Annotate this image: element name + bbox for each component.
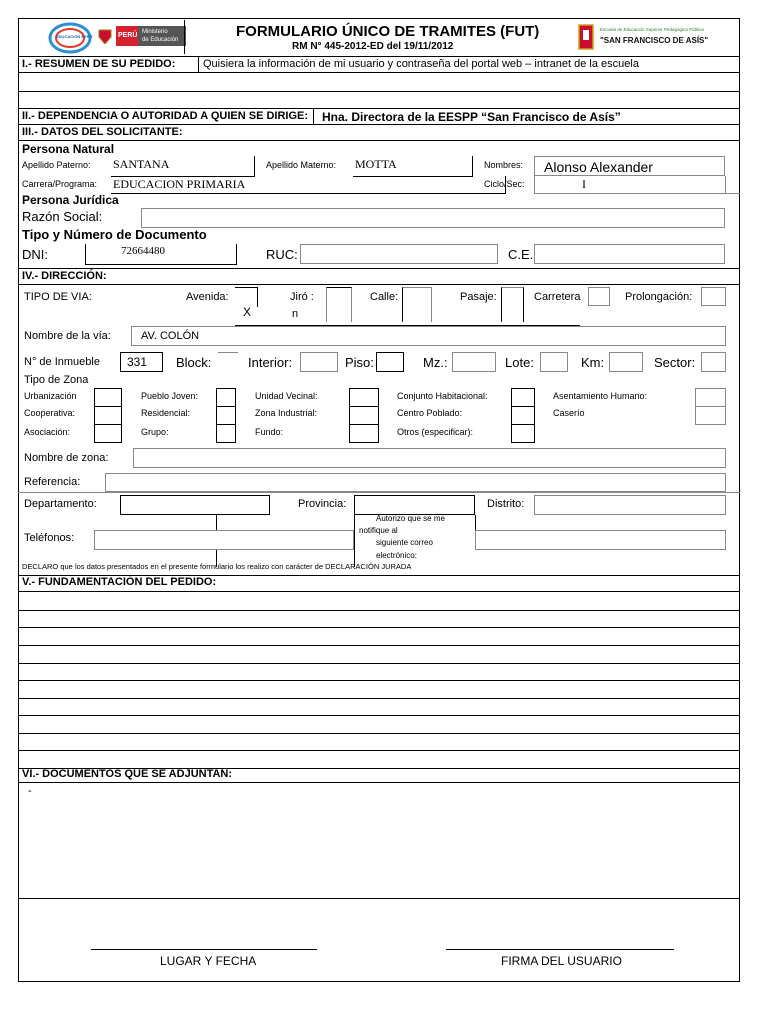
nombre-via-field[interactable]: AV. COLÓN <box>131 326 726 346</box>
piso-label: Piso: <box>345 355 374 370</box>
section-1-summary[interactable]: Quisiera la información de mi usuario y contraseña del portal web – intranet de la escuela <box>203 58 639 70</box>
zona-otros-label: Otros (especificar): <box>397 427 474 437</box>
zona-residencial-label: Residencial: <box>141 408 191 418</box>
ministry-line-1: Ministerio <box>142 29 168 35</box>
zona-unidad-vecinal-label: Unidad Vecinal: <box>255 391 318 401</box>
razon-social-label: Razón Social: <box>22 209 103 224</box>
jiron-checkbox[interactable] <box>326 287 352 322</box>
zona-urbanizacion-label: Urbanización <box>24 391 77 401</box>
piso-field[interactable] <box>376 352 404 372</box>
pasaje-checkbox[interactable] <box>501 287 524 322</box>
zona-asentamiento-humano-label: Asentamiento Humano: <box>553 391 648 401</box>
zona-unidad-vecinal-checkbox[interactable] <box>349 388 379 407</box>
ministry-logo <box>116 26 186 46</box>
nombre-via-label: Nombre de la vía: <box>24 330 111 342</box>
inmueble-field[interactable]: 331 <box>120 352 163 372</box>
tipo-documento-heading: Tipo y Número de Documento <box>22 227 207 242</box>
school-crest-icon <box>578 24 594 50</box>
section-2-authority[interactable]: Hna. Directora de la EESPP “San Francisco de Asís” <box>322 110 621 124</box>
nombres-field[interactable]: Alonso Alexander <box>534 156 725 176</box>
provincia-field[interactable] <box>354 495 475 515</box>
apellido-paterno-field[interactable]: SANTANA <box>111 156 255 177</box>
sector-field[interactable] <box>701 352 726 372</box>
ruc-field[interactable] <box>300 244 498 264</box>
documentos-adjuntos[interactable]: - <box>28 785 32 797</box>
sector-label: Sector: <box>654 355 696 370</box>
firma-usuario-label: FIRMA DEL USUARIO <box>501 954 622 968</box>
provincia-label: Provincia: <box>298 498 347 510</box>
peru-shield-icon <box>98 28 112 44</box>
mz-field[interactable] <box>452 352 496 372</box>
carrera-label: Carrera/Programa: <box>22 179 98 189</box>
interior-label: Interior: <box>248 355 293 370</box>
zona-cooperativa-label: Cooperativa: <box>24 408 76 418</box>
zona-pueblo-joven-label: Pueblo Joven: <box>141 391 199 401</box>
lote-label: Lote: <box>505 355 534 370</box>
zona-grupo-checkbox[interactable] <box>216 424 236 443</box>
zona-asentamiento-humano-checkbox[interactable] <box>695 388 726 407</box>
ciclo-label: Ciclo/Sec: <box>484 179 525 189</box>
dni-label: DNI: <box>22 247 48 262</box>
zona-conjunto-habitacional-label: Conjunto Habitacional: <box>397 391 488 401</box>
prolongacion-checkbox[interactable] <box>701 287 726 306</box>
referencia-label: Referencia: <box>24 476 81 488</box>
zona-industrial-checkbox[interactable] <box>349 406 379 425</box>
persona-juridica-heading: Persona Jurídica <box>22 193 119 207</box>
education-badge-text: EDUCACIÓN PERÚ <box>56 34 93 39</box>
zona-fundo-checkbox[interactable] <box>349 424 379 443</box>
form-title: FORMULARIO ÚNICO DE TRAMITES (FUT) <box>236 23 540 40</box>
section-4-label: IV.- DIRECCIÓN: <box>22 270 107 282</box>
header <box>18 18 740 56</box>
ministry-line-2: de Educación <box>142 37 179 43</box>
ce-field[interactable] <box>534 244 725 264</box>
ce-label: C.E. <box>508 247 534 262</box>
zona-cooperativa-checkbox[interactable] <box>94 406 122 425</box>
zona-centro-poblado-checkbox[interactable] <box>511 406 535 425</box>
nombre-zona-field[interactable] <box>133 448 726 468</box>
section-2-label: II.- DEPENDENCIA O AUTORIDAD A QUIEN SE DIRIGE: <box>22 110 309 122</box>
departamento-field[interactable] <box>120 495 270 515</box>
calle-label: Calle: <box>370 291 399 303</box>
zona-asociacion-label: Asociación: <box>24 427 71 437</box>
autorizo-line-2: notifique al <box>359 526 398 535</box>
nombres-label: Nombres: <box>484 160 524 170</box>
carrera-field[interactable]: EDUCACION PRIMARIA <box>111 176 506 194</box>
km-field[interactable] <box>609 352 643 372</box>
lugar-fecha-label: LUGAR Y FECHA <box>160 954 257 968</box>
autorizo-line-4: electrónico: <box>376 551 417 560</box>
telefonos-field[interactable] <box>94 530 354 550</box>
distrito-label: Distrito: <box>487 498 525 510</box>
avenida-label: Avenida: <box>186 291 229 303</box>
interior-field[interactable] <box>300 352 338 372</box>
telefonos-label: Teléfonos: <box>24 532 75 544</box>
correo-electronico-field[interactable] <box>475 530 726 550</box>
apellido-paterno-label: Apellido Paterno: <box>22 160 91 170</box>
persona-natural-heading: Persona Natural <box>22 142 115 156</box>
zona-pueblo-joven-checkbox[interactable] <box>216 388 236 407</box>
zona-centro-poblado-label: Centro Poblado: <box>397 408 463 418</box>
autorizo-line-3: siguiente correo <box>376 538 433 547</box>
ciclo-field[interactable]: I <box>534 176 740 194</box>
zona-caserio-checkbox[interactable] <box>695 406 726 425</box>
tipo-via-label: TIPO DE VIA: <box>24 291 92 303</box>
section-6-label: VI.- DOCUMENTOS QUE SE ADJUNTAN: <box>22 768 233 780</box>
education-badge-logo <box>46 22 94 54</box>
pasaje-label: Pasaje: <box>460 291 497 303</box>
tipo-zona-label: Tipo de Zona <box>24 374 89 386</box>
nombre-zona-label: Nombre de zona: <box>24 452 109 464</box>
firma-line <box>446 949 674 950</box>
peru-logo-text: PERÚ <box>118 32 138 39</box>
distrito-field[interactable] <box>534 495 726 515</box>
zona-conjunto-habitacional-checkbox[interactable] <box>511 388 535 407</box>
zona-caserio-label: Caserío <box>553 408 585 418</box>
departamento-label: Departamento: <box>24 498 97 510</box>
autorizo-line-1: Autorizo que se me <box>376 514 445 523</box>
form-subtitle: RM N° 445-2012-ED del 19/11/2012 <box>292 41 454 52</box>
mz-label: Mz.: <box>423 355 448 370</box>
zona-asociacion-checkbox[interactable] <box>94 424 122 443</box>
dni-field[interactable]: 72664480 <box>85 244 237 265</box>
prolongacion-label: Prolongación: <box>625 291 693 303</box>
section-3-label: III.- DATOS DEL SOLICITANTE: <box>22 126 183 138</box>
carretera-label: Carretera <box>534 291 581 303</box>
carretera-checkbox[interactable] <box>588 287 610 306</box>
inmueble-label: N° de Inmueble <box>24 356 100 368</box>
apellido-materno-label: Apellido Materno: <box>266 160 337 170</box>
zona-grupo-label: Grupo: <box>141 427 169 437</box>
zona-otros-checkbox[interactable] <box>511 424 535 443</box>
school-name-line-2: "SAN FRANCISCO DE ASÍS" <box>600 36 709 45</box>
referencia-field[interactable] <box>105 473 726 492</box>
avenida-checkbox[interactable] <box>235 287 258 307</box>
jiron-label-line-2: n <box>292 308 299 320</box>
declaracion-jurada-note: DECLARO que los datos presentados en el presente formulario los realizo con carácter de DECLARACIÓN JURADA <box>22 562 412 571</box>
section-5-label: V.- FUNDAMENTACIÓN DEL PEDIDO: <box>22 576 217 588</box>
school-name-line-1: Escuela de Educación Superior Pedagógica Pública <box>600 27 704 32</box>
lugar-fecha-line <box>91 949 317 950</box>
km-label: Km: <box>581 355 605 370</box>
avenida-mark: X <box>243 305 252 319</box>
apellido-materno-field[interactable]: MOTTA <box>353 156 473 177</box>
lote-field[interactable] <box>540 352 568 372</box>
zona-fundo-label: Fundo: <box>255 427 284 437</box>
zona-urbanizacion-checkbox[interactable] <box>94 388 122 407</box>
block-label: Block: <box>176 355 212 370</box>
section-1-label: I.- RESUMEN DE SU PEDIDO: <box>22 58 176 70</box>
block-field[interactable] <box>218 352 238 373</box>
zona-industrial-label: Zona Industrial: <box>255 408 318 418</box>
jiron-label-line-1: Jiró : <box>290 291 314 303</box>
razon-social-field[interactable] <box>141 208 725 228</box>
ruc-label: RUC: <box>266 247 298 262</box>
zona-residencial-checkbox[interactable] <box>216 406 236 425</box>
calle-checkbox[interactable] <box>402 287 432 322</box>
